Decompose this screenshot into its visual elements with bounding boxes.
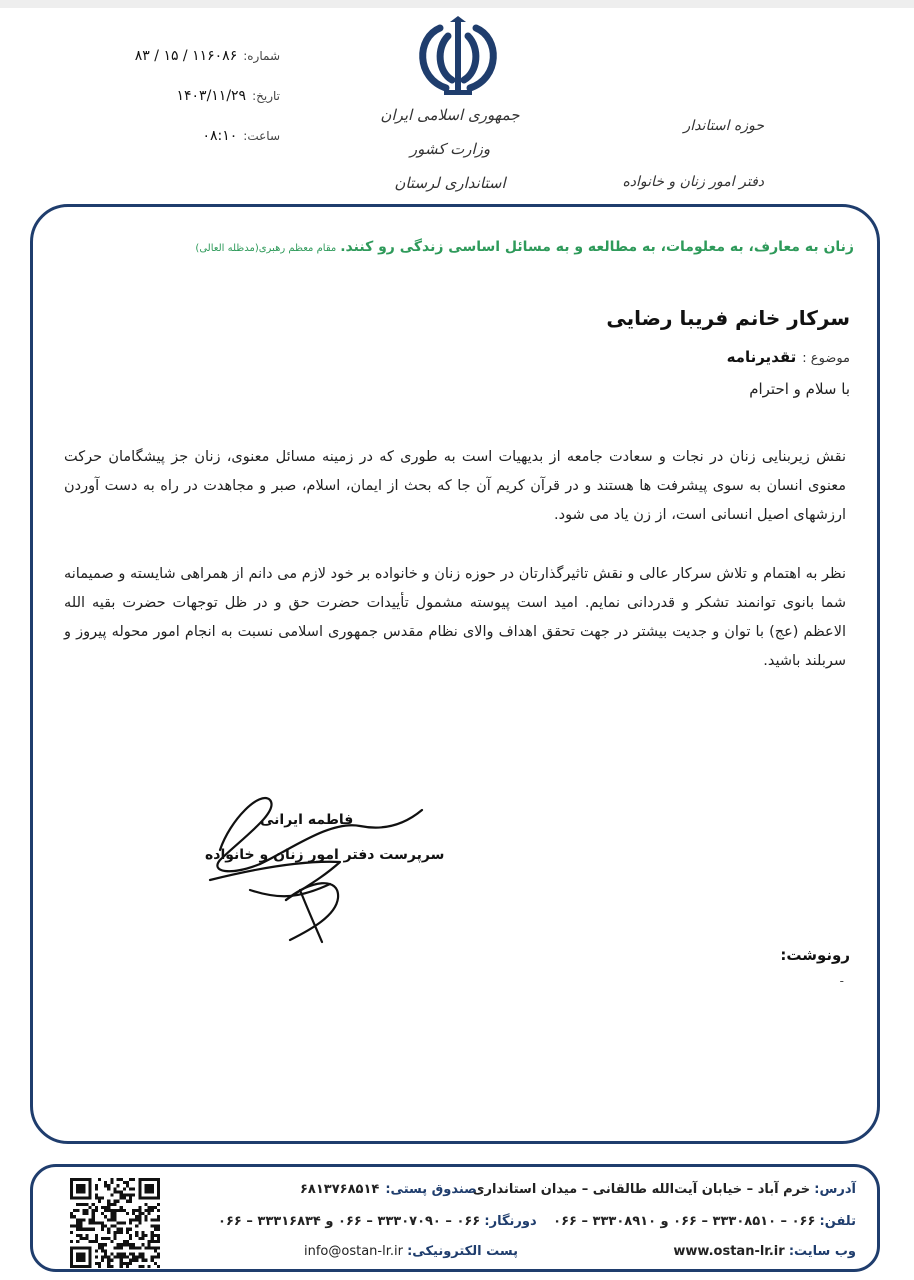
number-label: شماره:	[243, 49, 280, 63]
body-paragraph-2: نظر به اهتمام و تلاش سرکار عالی و نقش تاثیرگذارتان در حوزه زنان و خانواده بر خود لازم می دانم از همراهی شایسته و صمیمانه شما بانوی توانمند تشکر و قدردانی نمایم. امید است پیوسته مشمول تأییدات حضرت حق و در ظل توجهات حضرت بقیه الله الاعظم (عج) با توان و جدیت بیشتر در جهت تحقق اهداف والای نظام مقدس جمهوری اسلامی نسبت به انجام امور محوله پیروز و سربلند باشید.	[64, 566, 846, 669]
website-row	[673, 1244, 856, 1259]
website-link[interactable]: www.ostan-lr.ir	[673, 1244, 785, 1259]
signer-title: سرپرست دفتر امور زنان و خانواده	[205, 847, 445, 863]
motto-text: زنان به معارف، به معلومات، به مطالعه و به مسائل اساسی زندگی رو کنند.	[340, 239, 854, 255]
phone-row	[218, 1214, 856, 1229]
email-link[interactable]: info@ostan-lr.ir	[304, 1244, 403, 1259]
fax-label: دورنگار:	[484, 1214, 537, 1229]
cc-value: -	[839, 974, 844, 988]
department-heading	[604, 98, 764, 210]
motto	[134, 236, 854, 255]
date-label: تاریخ:	[252, 89, 280, 103]
cc-label: رونوشت:	[780, 946, 850, 964]
address-row	[473, 1182, 856, 1197]
postal-label: صندوق پستی:	[385, 1182, 477, 1197]
ministry-line-1: جمهوری اسلامی ایران	[380, 106, 520, 124]
subject-line	[727, 347, 850, 366]
email-row	[290, 1244, 518, 1259]
ministry-line-2: وزارت کشور	[409, 140, 491, 158]
body-paragraph-1: نقش زیربنایی زنان در نجات و سعادت جامعه از بدیهیات است به طوری که در زمینه مسائل معنوی، زنان جز پیشگامان حرکت معنوی انسان به سوی پیشرفت ها هستند و در قرآن کریم آن جا که بحث از ایمان، اسلام، صبر و مجاهدت در راه به دست آوردن ارزشهای اصیل انسانی است، از زن یاد می شود.	[64, 449, 846, 523]
time-row	[80, 128, 280, 168]
time-label: ساعت:	[243, 129, 280, 143]
handwritten-signature	[190, 780, 430, 950]
date-value: ۱۴۰۳/۱۱/۲۹	[176, 88, 247, 104]
qr-code-icon	[70, 1178, 160, 1268]
postal-row	[300, 1182, 477, 1197]
email-label: پست الکترونیکی:	[407, 1244, 518, 1259]
number-value: ۸۳ / ۱۵ / ۱۱۶۰۸۶	[134, 48, 238, 64]
number-row	[80, 48, 280, 88]
date-row	[80, 88, 280, 128]
time-value: ۰۸:۱۰	[202, 128, 238, 144]
address-label: آدرس:	[814, 1182, 856, 1197]
ministry-heading	[375, 98, 525, 200]
website-label: وب سایت:	[788, 1244, 856, 1259]
letter-meta	[80, 48, 280, 168]
top-strip	[0, 0, 914, 8]
address-value: خرم آباد – خیابان آیت‌الله طالقانی – میدان استانداری	[472, 1182, 811, 1197]
fax-value: ۰۶۶ – ۳۳۳۰۷۰۹۰ – ۰۶۶ و ۳۳۳۱۶۸۳۴ – ۰۶۶	[218, 1214, 481, 1229]
subject-value: تقدیرنامه	[726, 348, 797, 366]
iran-emblem-icon	[410, 16, 506, 96]
subject-label: موضوع :	[802, 351, 850, 366]
ministry-line-3: استانداری لرستان	[394, 174, 506, 192]
phone-label: تلفن:	[819, 1214, 856, 1229]
motto-attribution: مقام معظم رهبری(مدظله العالی)	[195, 243, 337, 254]
recipient: سرکار خانم فریبا رضایی	[606, 306, 850, 330]
postal-value: ۶۸۱۳۷۶۸۵۱۴	[300, 1182, 380, 1197]
signer-name: فاطمه ایرانی	[260, 812, 354, 828]
phone-value: ۰۶۶ – ۳۳۳۰۸۵۱۰ – ۰۶۶ و ۳۳۳۰۸۹۱۰ – ۰۶۶	[553, 1214, 816, 1229]
salutation: با سلام و احترام	[749, 380, 850, 398]
dept-line-2: دفتر امور زنان و خانواده	[622, 174, 764, 190]
dept-line-1: حوزه استاندار	[683, 118, 764, 134]
